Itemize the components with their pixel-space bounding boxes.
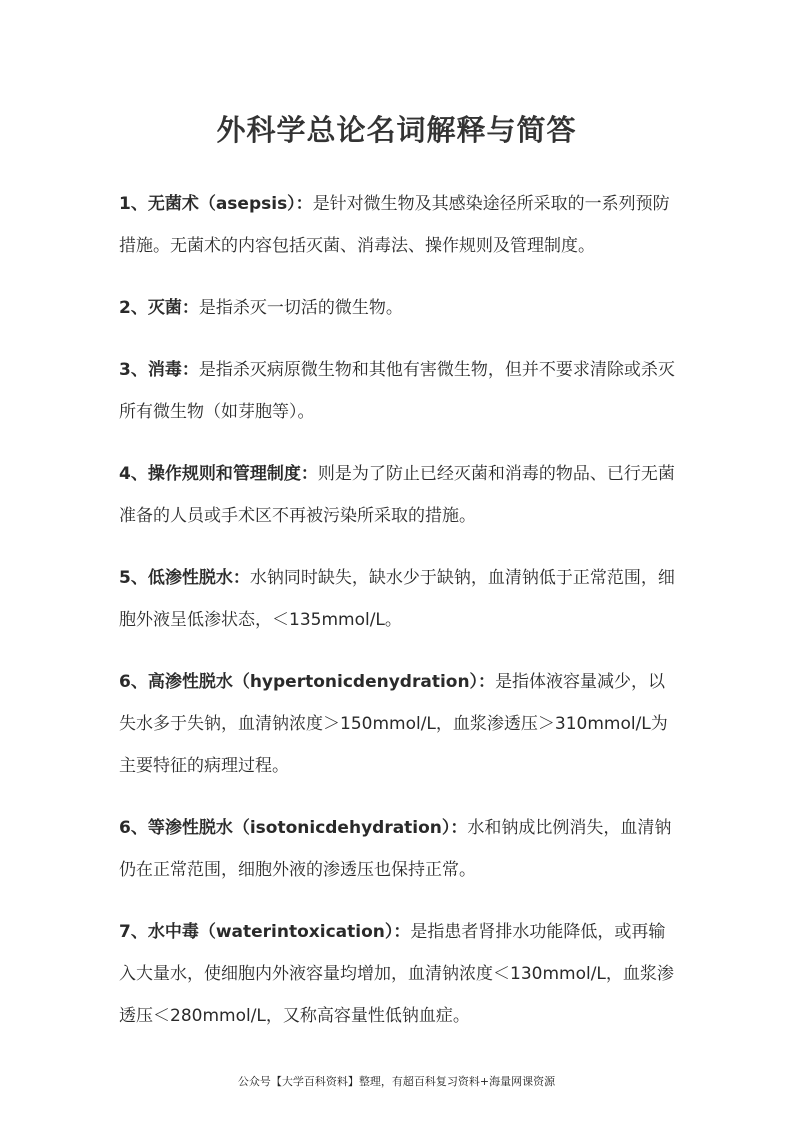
entry-term: 6、等渗性脱水（isotonicdehydration）： bbox=[119, 818, 468, 838]
entry-term: 4、操作规则和管理制度： bbox=[119, 464, 318, 484]
document-body bbox=[119, 183, 679, 1057]
entry-isotonic-dehydration bbox=[119, 807, 679, 891]
entry-definition: 是指杀灭一切活的微生物。 bbox=[198, 298, 403, 318]
entry-definition: 水钠同时缺失，缺水少于缺钠，血清钠低于正常范围，细胞外液呈低渗状态，＜135mmol/L。 bbox=[119, 568, 675, 630]
entry-asepsis bbox=[119, 183, 679, 267]
entry-water-intoxication bbox=[119, 911, 679, 1037]
entry-term: 7、水中毒（waterintoxication）： bbox=[119, 922, 411, 942]
entry-term: 1、无菌术（asepsis）： bbox=[119, 194, 313, 214]
entry-term: 6、高渗性脱水（hypertonicdenydration）： bbox=[119, 672, 496, 692]
entry-term: 5、低渗性脱水： bbox=[119, 568, 250, 588]
entry-term: 2、灭菌： bbox=[119, 298, 199, 318]
entry-sterilization bbox=[119, 287, 679, 329]
document-title: 外科学总论名词解释与简答 bbox=[216, 113, 577, 147]
entry-hypotonic-dehydration bbox=[119, 557, 679, 641]
entry-hypertonic-dehydration bbox=[119, 661, 679, 787]
entry-definition: 是指患者肾排水功能降低，或再输入大量水，使细胞内外液容量均增加，血清钠浓度＜130mmol/L，血浆渗透压＜280mmol/L，又称高容量性低钠血症。 bbox=[119, 922, 674, 1026]
entry-disinfection bbox=[119, 349, 679, 433]
entry-definition: 是指体液容量减少，以失水多于失钠，血清钠浓度＞150mmol/L，血浆渗透压＞310mmol/L为主要特征的病理过程。 bbox=[119, 672, 668, 776]
entry-rules-management bbox=[119, 453, 679, 537]
page-footer: 公众号【大学百科资料】整理，有超百科复习资料+海量网课资源 bbox=[237, 1075, 556, 1088]
entry-definition: 是指杀灭病原微生物和其他有害微生物，但并不要求清除或杀灭所有微生物（如芽胞等）。 bbox=[119, 360, 675, 422]
entry-definition: 是针对微生物及其感染途径所采取的一系列预防措施。无菌术的内容包括灭菌、消毒法、操作规则及管理制度。 bbox=[119, 194, 670, 256]
entry-term: 3、消毒： bbox=[119, 360, 199, 380]
entry-definition: 则是为了防止已经灭菌和消毒的物品、已行无菌准备的人员或手术区不再被污染所采取的措施。 bbox=[119, 464, 675, 526]
entry-definition: 水和钠成比例消失，血清钠仍在正常范围，细胞外液的渗透压也保持正常。 bbox=[119, 818, 672, 880]
